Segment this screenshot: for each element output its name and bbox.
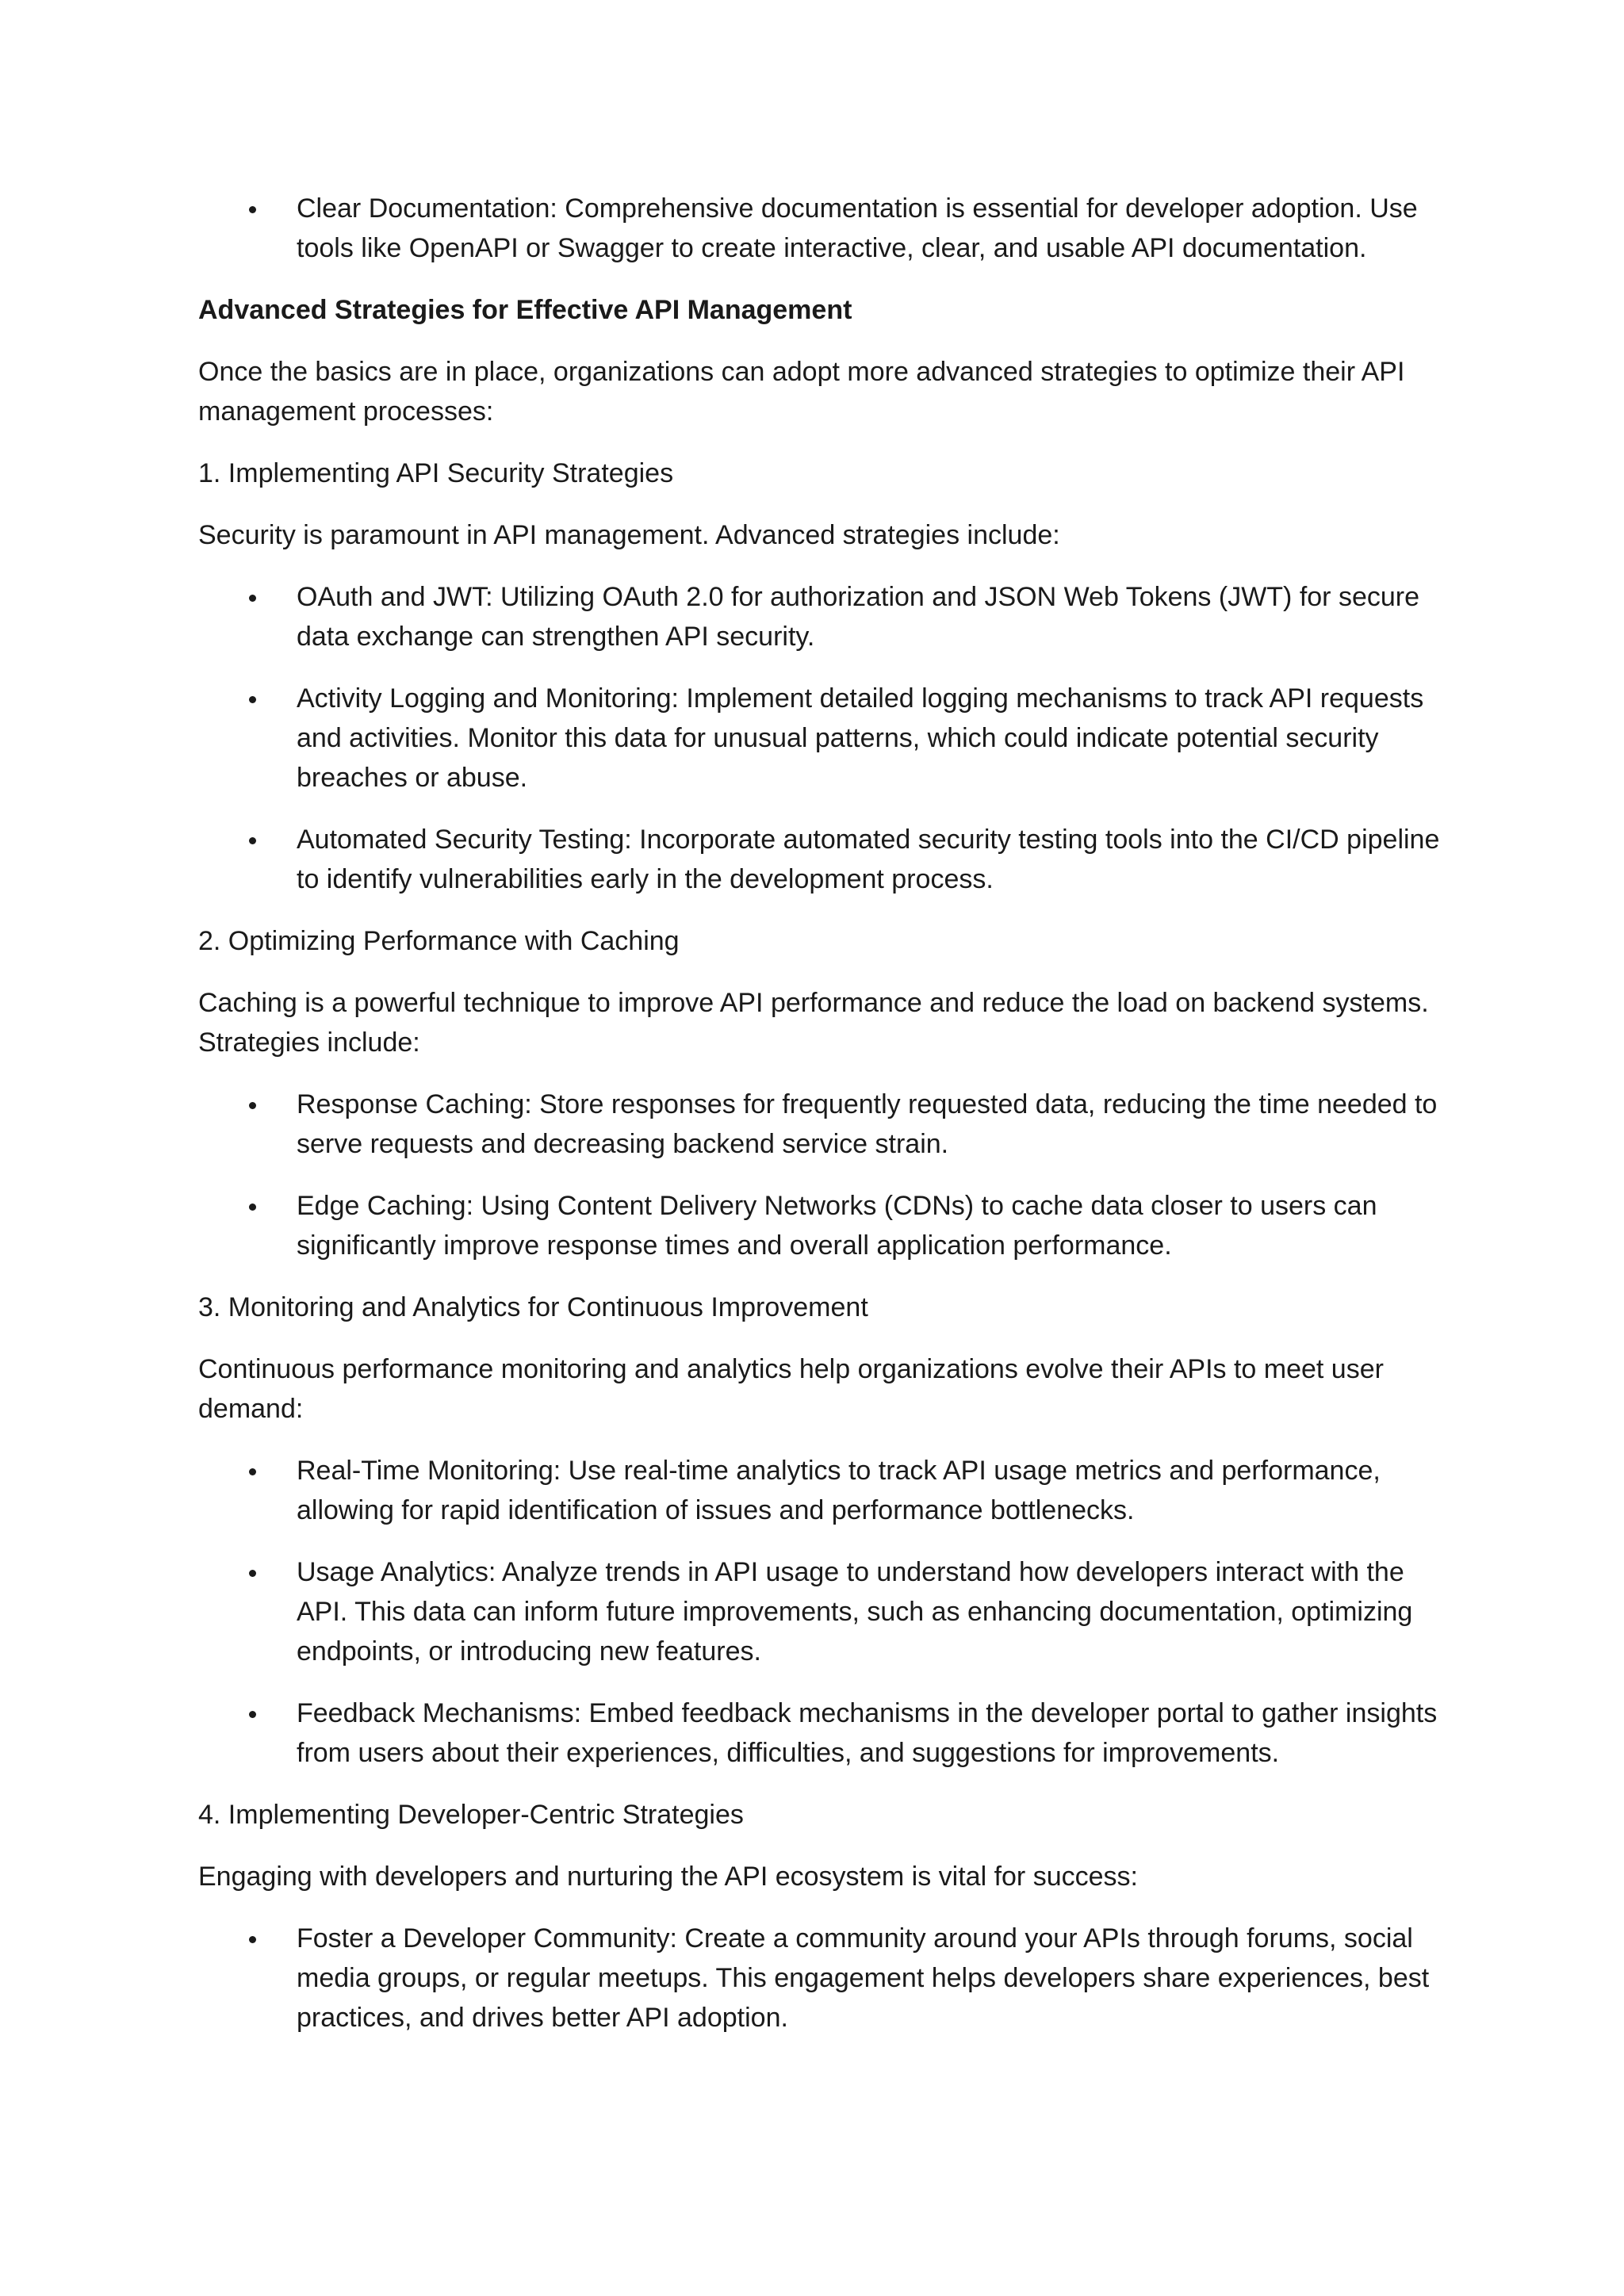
bullet-icon [249, 1203, 256, 1211]
section-title-1: 1. Implementing API Security Strategies [198, 458, 674, 488]
intro-bullet-list [198, 189, 1443, 268]
bullet-icon [249, 1570, 256, 1577]
bullet-icon [249, 1468, 256, 1475]
list-item [198, 189, 1443, 268]
bullet-icon [249, 837, 256, 844]
bullet-list-3 [198, 1451, 1443, 1773]
list-item-text: Usage Analytics: Analyze trends in API usage to understand how developers interact with the API. This data can inform future improvements, such as enhancing documentation, optimizing endpoints, or introducing new features. [297, 1557, 1413, 1667]
list-item [198, 820, 1443, 899]
document-body [198, 189, 1443, 2060]
list-item [198, 1919, 1443, 2038]
list-item-text: Clear Documentation: Comprehensive documentation is essential for developer adoption. Use tools like OpenAPI or Swagger to create interactive, clear, and usable API documentation. [297, 193, 1418, 263]
section-lead-2: Caching is a powerful technique to improve API performance and reduce the load on backend systems. Strategies include: [198, 988, 1429, 1058]
bullet-icon [249, 206, 256, 213]
bullet-icon [249, 595, 256, 602]
intro-paragraph: Once the basics are in place, organizations can adopt more advanced strategies to optimize their API management processes: [198, 357, 1405, 427]
list-item [198, 1693, 1443, 1773]
bullet-icon [249, 1936, 256, 1943]
list-item [198, 1451, 1443, 1530]
section-lead-4: Engaging with developers and nurturing the API ecosystem is vital for success: [198, 1862, 1138, 1892]
section-title-3: 3. Monitoring and Analytics for Continuous Improvement [198, 1292, 868, 1322]
bullet-icon [249, 1102, 256, 1109]
bullet-list-1 [198, 577, 1443, 899]
section-lead-1: Security is paramount in API management. Advanced strategies include: [198, 520, 1060, 550]
list-item-text: Automated Security Testing: Incorporate automated security testing tools into the CI/CD pipeline to identify vulnerabilities early in the development process. [297, 825, 1440, 894]
list-item-text: Real-Time Monitoring: Use real-time analytics to track API usage metrics and performance, allowing for rapid identification of issues and performance bottlenecks. [297, 1456, 1381, 1525]
section-heading: Advanced Strategies for Effective API Management [198, 295, 852, 325]
section-title-2: 2. Optimizing Performance with Caching [198, 926, 680, 956]
bullet-icon [249, 1711, 256, 1718]
section-lead-3: Continuous performance monitoring and analytics help organizations evolve their APIs to meet user demand: [198, 1354, 1384, 1424]
list-item [198, 1552, 1443, 1671]
bullet-list-2 [198, 1085, 1443, 1265]
list-item-text: Response Caching: Store responses for frequently requested data, reducing the time needed to serve requests and decreasing backend service strain. [297, 1089, 1438, 1159]
list-item-text: OAuth and JWT: Utilizing OAuth 2.0 for authorization and JSON Web Tokens (JWT) for secure data exchange can strengthen API security. [297, 582, 1419, 652]
list-item-text: Activity Logging and Monitoring: Implement detailed logging mechanisms to track API requests and activities. Monitor this data for unusual patterns, which could indicate potential security breaches or abuse. [297, 683, 1424, 793]
list-item [198, 1085, 1443, 1164]
list-item-text: Foster a Developer Community: Create a community around your APIs through forums, social media groups, or regular meetups. This engagement helps developers share experiences, best practices, and drives better API adoption. [297, 1923, 1430, 2033]
list-item [198, 577, 1443, 656]
list-item-text: Feedback Mechanisms: Embed feedback mechanisms in the developer portal to gather insights from users about their experiences, difficulties, and suggestions for improvements. [297, 1698, 1438, 1768]
bullet-list-4 [198, 1919, 1443, 2038]
list-item-text: Edge Caching: Using Content Delivery Networks (CDNs) to cache data closer to users can significantly improve response times and overall application performance. [297, 1191, 1377, 1261]
list-item [198, 679, 1443, 798]
section-title-4: 4. Implementing Developer-Centric Strategies [198, 1800, 744, 1830]
list-item [198, 1186, 1443, 1265]
bullet-icon [249, 696, 256, 703]
